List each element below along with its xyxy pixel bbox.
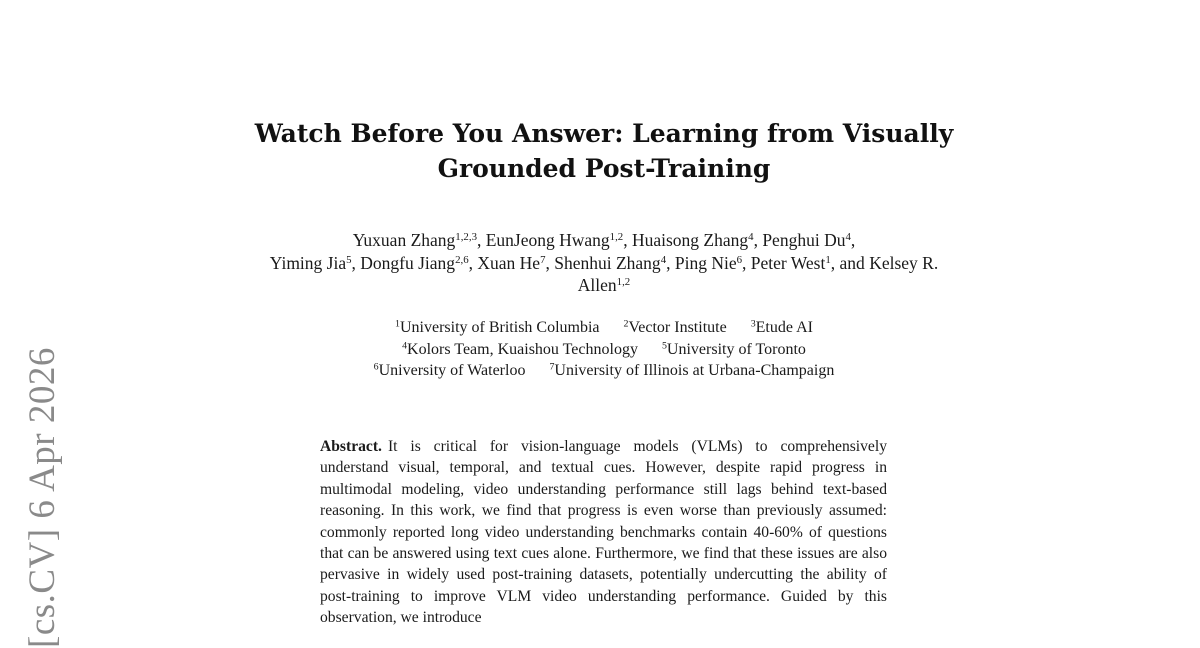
abstract-text: It is critical for vision-language models (VLMs) to comprehensively understand visual, temporal, and textual cues. However, despite rapid progress in multimodal modeling, video understanding performance still lags behind text-based reasoning. In this work, we find that progress is even worse than previously assumed: commonly reported long video understanding benchmarks contain 40-60% of questions that can be answered using text cues alone. Furthermore, we find that these issues are also pervasive in widely used post-training datasets, potentially undercutting the ability of post-training to improve VLM video understanding performance. Guided by this observation, we introduce <box>320 438 887 627</box>
affiliation: $^5$University of Toronto <box>661 340 806 358</box>
author: Xuan He$^7$ <box>477 252 546 273</box>
author: Penghui Du$^4$ <box>762 230 851 250</box>
affiliation: $^4$Kolors Team, Kuaishou Technology <box>402 340 638 358</box>
abstract <box>320 436 887 629</box>
affiliation-list <box>260 317 948 382</box>
affiliation: $^7$University of Illinois at Urbana-Champaign <box>549 361 835 379</box>
author: Shenhui Zhang$^4$ <box>554 252 667 273</box>
affiliation: $^3$Etude AI <box>750 318 813 336</box>
author: EunJeong Hwang$^{1,2}$ <box>485 230 624 250</box>
paper-title: Watch Before You Answer: Learning from Visually Grounded Post-Training <box>254 119 954 183</box>
author-list: Yuxuan Zhang$^{1,2,3}$, EunJeong Hwang$^{1,2}$, Huaisong Zhang$^4$, Penghui Du$^4$, Yiming Jia$^5$, Dongfu Jiang$^{2,6}$, Xuan He$^7$, Shenhui Zhang$^4$, Ping Nie$^6$, Peter West$^1$, and Kelsey R. Allen$^{1,2}$ <box>269 230 939 295</box>
author: Peter West$^1$ <box>750 252 831 273</box>
affiliation: $^1$University of British Columbia <box>395 318 600 336</box>
affiliation: $^6$University of Waterloo <box>373 361 526 379</box>
author: Huaisong Zhang$^4$ <box>631 230 754 250</box>
affiliation: $^2$Vector Institute <box>623 318 727 336</box>
author: Kelsey R. Allen$^{1,2}$ <box>577 252 939 295</box>
author: Yuxuan Zhang$^{1,2,3}$ <box>352 230 477 250</box>
author: Yiming Jia$^5$ <box>269 252 352 273</box>
author: Dongfu Jiang$^{2,6}$ <box>360 252 469 273</box>
author: Ping Nie$^6$ <box>674 252 743 273</box>
abstract-label: Abstract. <box>320 438 382 455</box>
arxiv-stamp: [cs.CV] 6 Apr 2026 <box>22 347 63 648</box>
